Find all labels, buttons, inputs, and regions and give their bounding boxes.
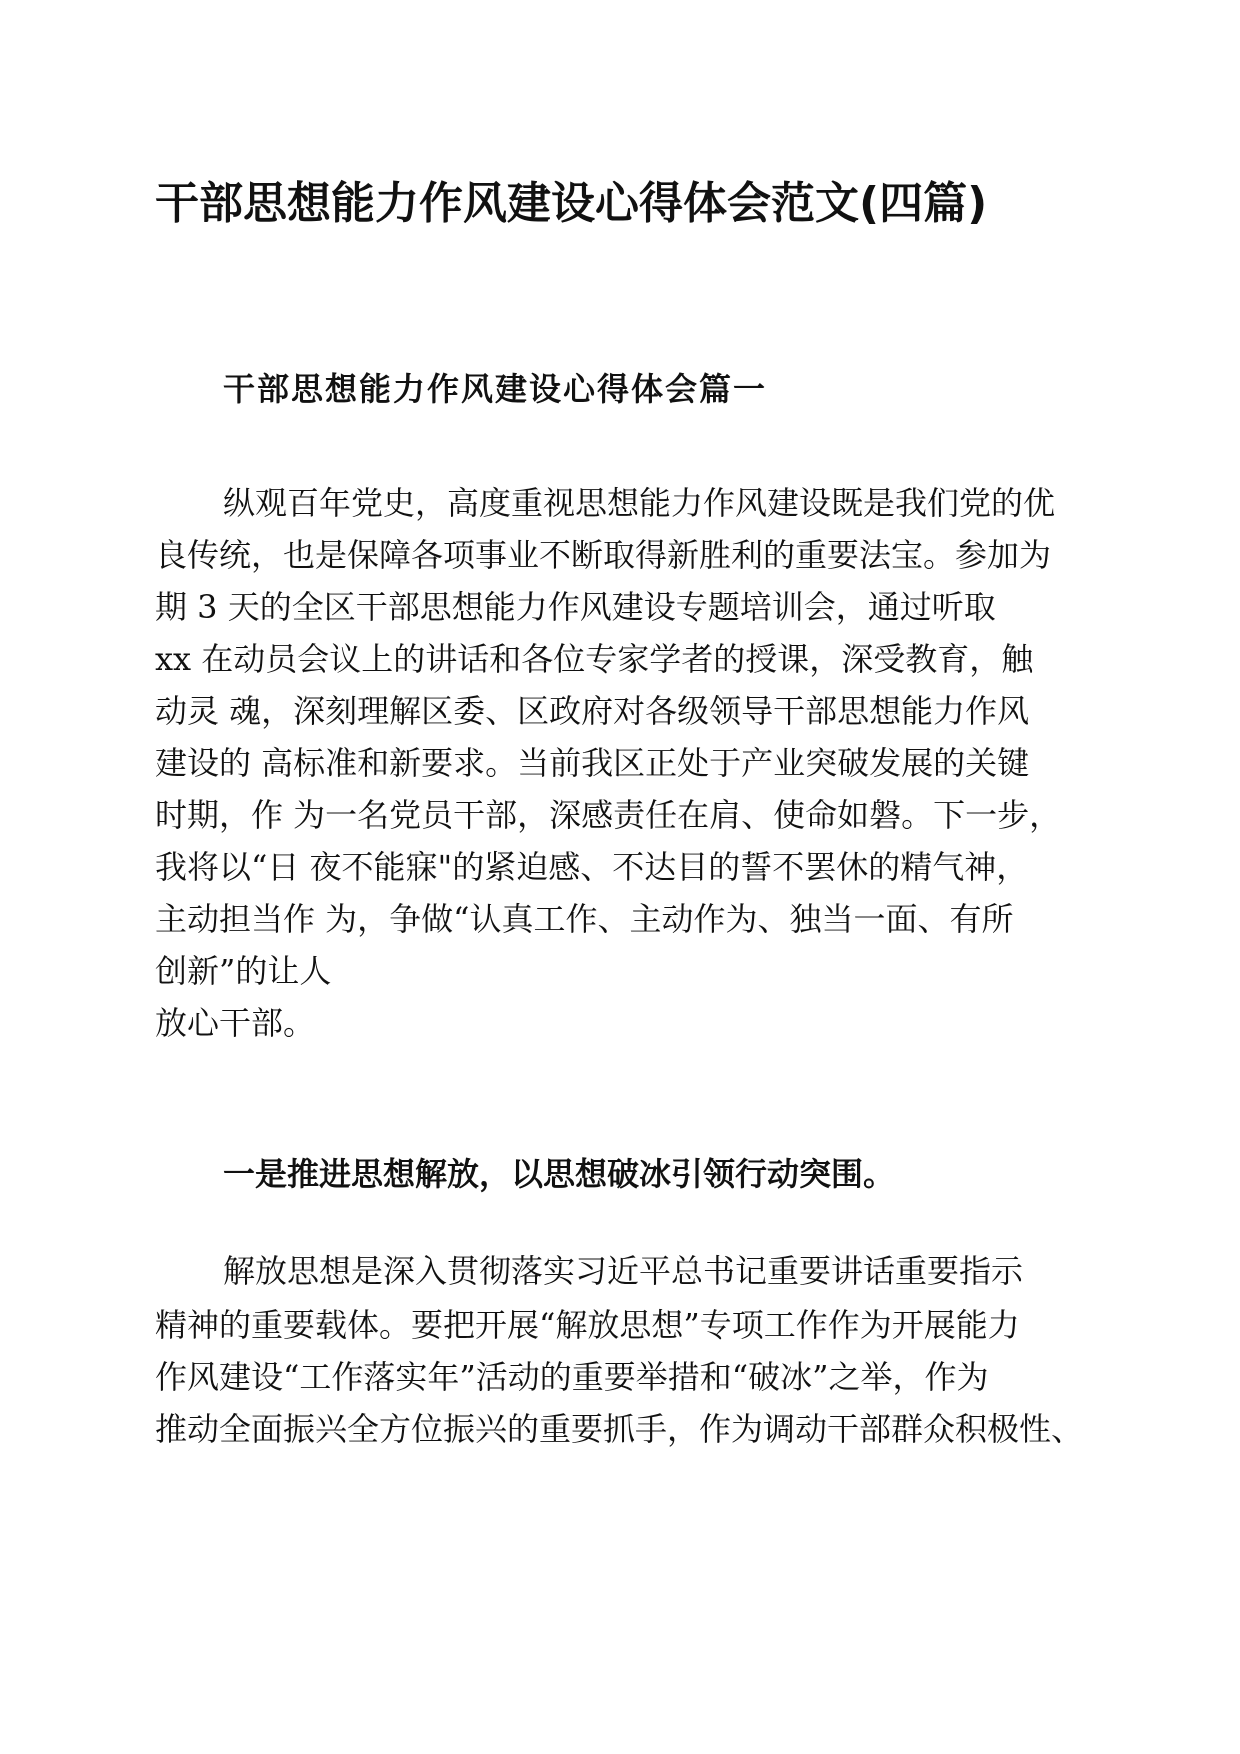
paragraph-line: 良传统，也是保障各项事业不断取得新胜利的重要法宝。参加为 bbox=[155, 536, 1052, 574]
paragraph-line: 放心干部。 bbox=[155, 1004, 316, 1042]
paragraph-line: 期 3 天的全区干部思想能力作风建设专题培训会，通过听取 bbox=[155, 588, 996, 626]
paragraph-line: 推动全面振兴全方位振兴的重要抓手，作为调动干部群众积极性、 bbox=[155, 1410, 1084, 1448]
paragraph-line: 解放思想是深入贯彻落实习近平总书记重要讲话重要指示 bbox=[223, 1252, 1024, 1290]
paragraph-line: 主动担当作 为，争做“认真工作、主动作为、独当一面、有所 bbox=[155, 900, 1014, 938]
paragraph-line: 精神的重要载体。要把开展“解放思想”专项工作作为开展能力 bbox=[155, 1306, 1020, 1344]
section-heading: 干部思想能力作风建设心得体会篇一 bbox=[223, 370, 768, 408]
paragraph-line: 我将以“日 夜不能寐"的紧迫感、不达目的誓不罢休的精气神， bbox=[155, 848, 1029, 886]
paragraph-line: 纵观百年党史，高度重视思想能力作风建设既是我们党的优 bbox=[223, 484, 1056, 522]
document-title: 干部思想能力作风建设心得体会范文(四篇) bbox=[155, 178, 988, 229]
paragraph-line: 时期，作 为一名党员干部，深感责任在肩、使命如磐。下一步， bbox=[155, 796, 1062, 834]
paragraph-line: 创新”的让人 bbox=[155, 952, 332, 990]
sub-heading: 一是推进思想解放，以思想破冰引领行动突围。 bbox=[223, 1155, 896, 1193]
paragraph-line: 建设的 高标准和新要求。当前我区正处于产业突破发展的关键 bbox=[155, 744, 1030, 782]
paragraph-line: 作风建设“工作落实年”活动的重要举措和“破冰”之举，作为 bbox=[155, 1358, 989, 1396]
paragraph-line: xx 在动员会议上的讲话和各位专家学者的授课，深受教育，触 bbox=[155, 640, 1034, 678]
paragraph-line: 动灵 魂，深刻理解区委、区政府对各级领导干部思想能力作风 bbox=[155, 692, 1030, 730]
